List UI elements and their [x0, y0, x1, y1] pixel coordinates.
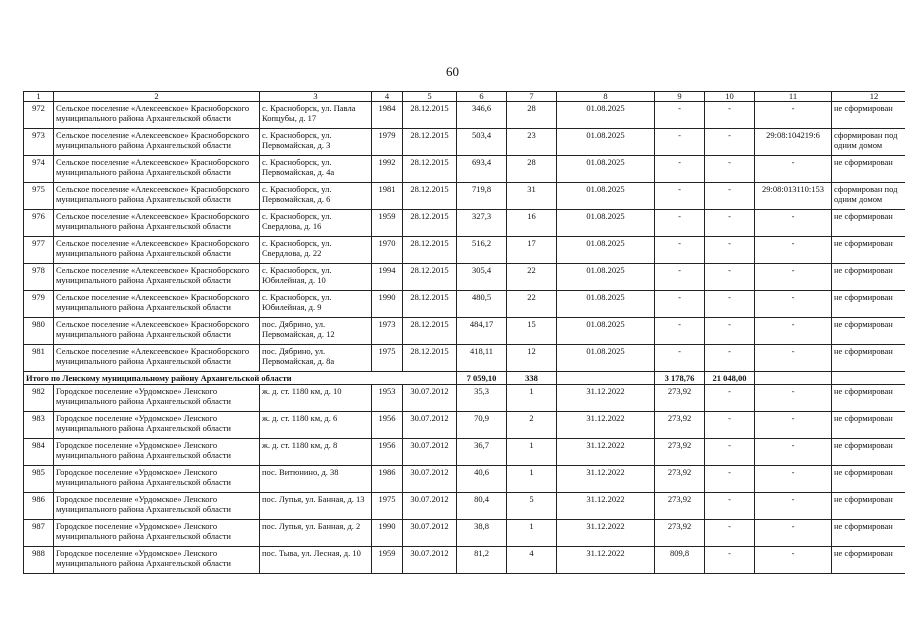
table-cell-col-12: сформирован под одним домом	[832, 129, 905, 156]
table-row	[24, 291, 905, 318]
table-cell-col-6: 40,6	[457, 466, 507, 493]
table-cell-col-5: 30.07.2012	[403, 466, 457, 493]
table-cell-col-6: 719,8	[457, 183, 507, 210]
table-cell-col-10: -	[705, 183, 755, 210]
table-cell-col-7: 22	[507, 291, 557, 318]
table-cell-col-6: 503,4	[457, 129, 507, 156]
table-row	[24, 547, 905, 574]
table-row	[24, 210, 905, 237]
table-cell-col-1: 974	[24, 156, 54, 183]
table-cell-col-3: с. Красноборск, ул. Павла Копцубы, д. 17	[260, 102, 372, 129]
table-cell-col-9: -	[655, 156, 705, 183]
table-row	[24, 237, 905, 264]
table-cell-col-4: 1990	[372, 520, 403, 547]
table-cell-col-11: -	[755, 439, 832, 466]
table-cell-col-7: 23	[507, 129, 557, 156]
table-cell-col-1: 986	[24, 493, 54, 520]
table-cell-col-2: Городское поселение «Урдомское» Ленского муниципального района Архангельской области	[54, 466, 260, 493]
table-cell-col-3: ж. д. ст. 1180 км, д. 10	[260, 385, 372, 412]
table-cell-col-5: 28.12.2015	[403, 102, 457, 129]
table-cell-col-1: 982	[24, 385, 54, 412]
table-cell-col-10: -	[705, 466, 755, 493]
table-cell-col-3: с. Красноборск, ул. Первомайская, д. 3	[260, 129, 372, 156]
table-cell-col-12: не сформирован	[832, 385, 905, 412]
table-cell-col-2: Сельское поселение «Алексеевское» Красноборского муниципального района Архангельской области	[54, 102, 260, 129]
table-row	[24, 102, 905, 129]
table-cell-col-6: 70,9	[457, 412, 507, 439]
column-number-11: 11	[755, 92, 832, 102]
table-cell-col-2: Сельское поселение «Алексеевское» Красноборского муниципального района Архангельской области	[54, 237, 260, 264]
table-cell-col-1: 976	[24, 210, 54, 237]
table-cell-col-6: 693,4	[457, 156, 507, 183]
column-number-9: 9	[655, 92, 705, 102]
table-cell-col-4: 1994	[372, 264, 403, 291]
column-number-7: 7	[507, 92, 557, 102]
table-cell-col-11: 29:08:104219:6	[755, 129, 832, 156]
table-cell-col-3: пос. Дябрино, ул. Первомайская, д. 12	[260, 318, 372, 345]
subtotal-col9: 3 178,76	[655, 372, 705, 385]
table-cell-col-12: не сформирован	[832, 156, 905, 183]
table-cell-col-1: 978	[24, 264, 54, 291]
table-cell-col-12: не сформирован	[832, 547, 905, 574]
table-cell-col-12: не сформирован	[832, 520, 905, 547]
table-cell-col-8: 01.08.2025	[557, 318, 655, 345]
table-cell-col-11: -	[755, 291, 832, 318]
table-row	[24, 264, 905, 291]
table-cell-col-12: не сформирован	[832, 264, 905, 291]
table-cell-col-11: -	[755, 156, 832, 183]
table-cell-col-5: 30.07.2012	[403, 412, 457, 439]
table-cell-col-6: 484,17	[457, 318, 507, 345]
table-cell-col-6: 305,4	[457, 264, 507, 291]
table-cell-col-6: 80,4	[457, 493, 507, 520]
table-cell-col-1: 973	[24, 129, 54, 156]
table-cell-col-8: 31.12.2022	[557, 466, 655, 493]
table-cell-col-8: 31.12.2022	[557, 385, 655, 412]
table-row	[24, 493, 905, 520]
table-cell-col-5: 30.07.2012	[403, 493, 457, 520]
table-cell-col-12: сформирован под одним домом	[832, 183, 905, 210]
table-cell-col-1: 984	[24, 439, 54, 466]
table-cell-col-6: 516,2	[457, 237, 507, 264]
table-row	[24, 345, 905, 372]
table-cell-col-10: -	[705, 493, 755, 520]
table-cell-col-3: с. Красноборск, ул. Свердлова, д. 22	[260, 237, 372, 264]
column-number-3: 3	[260, 92, 372, 102]
table-cell-col-11: -	[755, 385, 832, 412]
table-cell-col-3: ж. д. ст. 1180 км, д. 6	[260, 412, 372, 439]
table-cell-col-1: 972	[24, 102, 54, 129]
table-cell-col-7: 1	[507, 439, 557, 466]
table-cell-col-7: 1	[507, 385, 557, 412]
table-cell-col-4: 1956	[372, 439, 403, 466]
table-cell-col-6: 36,7	[457, 439, 507, 466]
table-body	[24, 92, 905, 574]
table-row	[24, 183, 905, 210]
table-cell-col-8: 31.12.2022	[557, 520, 655, 547]
table-cell-col-1: 977	[24, 237, 54, 264]
table-cell-col-2: Городское поселение «Урдомское» Ленского муниципального района Архангельской области	[54, 412, 260, 439]
table-cell-col-4: 1975	[372, 493, 403, 520]
table-cell-col-5: 28.12.2015	[403, 291, 457, 318]
table-cell-col-7: 1	[507, 466, 557, 493]
table-cell-col-6: 35,3	[457, 385, 507, 412]
table-cell-col-3: ж. д. ст. 1180 км, д. 8	[260, 439, 372, 466]
table-cell-col-12: не сформирован	[832, 466, 905, 493]
table-cell-col-8: 31.12.2022	[557, 547, 655, 574]
table-cell-col-7: 5	[507, 493, 557, 520]
table-cell-col-10: -	[705, 385, 755, 412]
table-cell-col-9: -	[655, 291, 705, 318]
table-cell-col-2: Сельское поселение «Алексеевское» Красноборского муниципального района Архангельской области	[54, 210, 260, 237]
table-cell-col-6: 480,5	[457, 291, 507, 318]
table-cell-col-2: Сельское поселение «Алексеевское» Красноборского муниципального района Архангельской области	[54, 264, 260, 291]
table-cell-col-9: -	[655, 210, 705, 237]
table-cell-col-4: 1979	[372, 129, 403, 156]
subtotal-empty-cell	[755, 372, 832, 385]
table-cell-col-5: 30.07.2012	[403, 547, 457, 574]
table-cell-col-4: 1990	[372, 291, 403, 318]
table-cell-col-4: 1992	[372, 156, 403, 183]
table-cell-col-3: с. Красноборск, ул. Юбилейная, д. 10	[260, 264, 372, 291]
table-cell-col-9: -	[655, 183, 705, 210]
table-cell-col-9: -	[655, 237, 705, 264]
table-cell-col-7: 31	[507, 183, 557, 210]
table-cell-col-10: -	[705, 210, 755, 237]
table-row	[24, 129, 905, 156]
table-cell-col-9: 273,92	[655, 493, 705, 520]
table-cell-col-10: -	[705, 318, 755, 345]
table-cell-col-3: с. Красноборск, ул. Свердлова, д. 16	[260, 210, 372, 237]
table-cell-col-6: 327,3	[457, 210, 507, 237]
table-cell-col-2: Городское поселение «Урдомское» Ленского муниципального района Архангельской области	[54, 547, 260, 574]
table-cell-col-2: Городское поселение «Урдомское» Ленского муниципального района Архангельской области	[54, 520, 260, 547]
table-cell-col-11: -	[755, 412, 832, 439]
table-cell-col-10: -	[705, 412, 755, 439]
table-cell-col-9: 273,92	[655, 439, 705, 466]
table-cell-col-11: 29:08:013110:153	[755, 183, 832, 210]
table-cell-col-7: 28	[507, 102, 557, 129]
subtotal-residents: 338	[507, 372, 557, 385]
table-row	[24, 318, 905, 345]
table-cell-col-8: 01.08.2025	[557, 291, 655, 318]
table-cell-col-11: -	[755, 345, 832, 372]
table-cell-col-12: не сформирован	[832, 439, 905, 466]
table-cell-col-1: 980	[24, 318, 54, 345]
column-number-4: 4	[372, 92, 403, 102]
table-cell-col-1: 988	[24, 547, 54, 574]
table-cell-col-10: -	[705, 129, 755, 156]
page-number: 60	[446, 64, 459, 79]
table-cell-col-4: 1973	[372, 318, 403, 345]
table-cell-col-4: 1975	[372, 345, 403, 372]
table-cell-col-5: 30.07.2012	[403, 520, 457, 547]
table-cell-col-3: пос. Лупья, ул. Банная, д. 13	[260, 493, 372, 520]
table-row	[24, 156, 905, 183]
table-cell-col-11: -	[755, 466, 832, 493]
table-cell-col-8: 01.08.2025	[557, 156, 655, 183]
table-cell-col-3: с. Красноборск, ул. Первомайская, д. 4а	[260, 156, 372, 183]
column-number-5: 5	[403, 92, 457, 102]
table-cell-col-3: с. Красноборск, ул. Первомайская, д. 6	[260, 183, 372, 210]
table-cell-col-8: 01.08.2025	[557, 237, 655, 264]
table-cell-col-12: не сформирован	[832, 345, 905, 372]
table-cell-col-12: не сформирован	[832, 412, 905, 439]
table-cell-col-10: -	[705, 520, 755, 547]
table-cell-col-7: 28	[507, 156, 557, 183]
table-row	[24, 412, 905, 439]
table-cell-col-1: 975	[24, 183, 54, 210]
table-cell-col-2: Сельское поселение «Алексеевское» Красноборского муниципального района Архангельской области	[54, 318, 260, 345]
table-cell-col-2: Сельское поселение «Алексеевское» Красноборского муниципального района Архангельской области	[54, 345, 260, 372]
table-cell-col-1: 987	[24, 520, 54, 547]
table-cell-col-3: пос. Дябрино, ул. Первомайская, д. 8а	[260, 345, 372, 372]
subtotal-area: 7 059,10	[457, 372, 507, 385]
column-number-12: 12	[832, 92, 905, 102]
table-row	[24, 385, 905, 412]
table-cell-col-9: -	[655, 129, 705, 156]
subtotal-label: Итого по Ленскому муниципальному району Архангельской области	[24, 372, 457, 385]
table-cell-col-10: -	[705, 237, 755, 264]
table-cell-col-7: 1	[507, 520, 557, 547]
column-number-6: 6	[457, 92, 507, 102]
table-cell-col-2: Сельское поселение «Алексеевское» Красноборского муниципального района Архангельской области	[54, 129, 260, 156]
table-cell-col-2: Городское поселение «Урдомское» Ленского муниципального района Архангельской области	[54, 385, 260, 412]
table-row	[24, 439, 905, 466]
table-cell-col-11: -	[755, 237, 832, 264]
table-row	[24, 466, 905, 493]
table-cell-col-11: -	[755, 547, 832, 574]
table-cell-col-8: 31.12.2022	[557, 412, 655, 439]
column-number-8: 8	[557, 92, 655, 102]
table-cell-col-2: Городское поселение «Урдомское» Ленского муниципального района Архангельской области	[54, 493, 260, 520]
table-cell-col-7: 17	[507, 237, 557, 264]
table-cell-col-5: 28.12.2015	[403, 345, 457, 372]
table-cell-col-10: -	[705, 264, 755, 291]
table-cell-col-4: 1959	[372, 210, 403, 237]
table-cell-col-9: -	[655, 102, 705, 129]
table-cell-col-8: 31.12.2022	[557, 439, 655, 466]
table-cell-col-7: 16	[507, 210, 557, 237]
table-cell-col-10: -	[705, 156, 755, 183]
table-cell-col-3: пос. Витюнино, д. 38	[260, 466, 372, 493]
table-cell-col-5: 28.12.2015	[403, 183, 457, 210]
subtotal-empty-cell	[557, 372, 655, 385]
table-cell-col-12: не сформирован	[832, 102, 905, 129]
registry-table	[23, 91, 905, 574]
table-cell-col-5: 28.12.2015	[403, 156, 457, 183]
table-cell-col-9: 273,92	[655, 412, 705, 439]
table-cell-col-6: 346,6	[457, 102, 507, 129]
table-cell-col-7: 12	[507, 345, 557, 372]
table-cell-col-4: 1984	[372, 102, 403, 129]
table-cell-col-3: пос. Тыва, ул. Лесная, д. 10	[260, 547, 372, 574]
table-cell-col-3: с. Красноборск, ул. Юбилейная, д. 9	[260, 291, 372, 318]
table-cell-col-5: 28.12.2015	[403, 264, 457, 291]
table-cell-col-8: 01.08.2025	[557, 102, 655, 129]
table-cell-col-10: -	[705, 102, 755, 129]
table-cell-col-9: -	[655, 264, 705, 291]
table-row	[24, 520, 905, 547]
table-cell-col-7: 4	[507, 547, 557, 574]
table-cell-col-7: 2	[507, 412, 557, 439]
table-cell-col-12: не сформирован	[832, 291, 905, 318]
table-cell-col-12: не сформирован	[832, 237, 905, 264]
table-cell-col-1: 983	[24, 412, 54, 439]
table-cell-col-10: -	[705, 439, 755, 466]
subtotal-col10: 21 048,00	[705, 372, 755, 385]
table-cell-col-11: -	[755, 318, 832, 345]
table-cell-col-9: -	[655, 345, 705, 372]
table-cell-col-7: 22	[507, 264, 557, 291]
table-cell-col-5: 28.12.2015	[403, 129, 457, 156]
table-cell-col-4: 1981	[372, 183, 403, 210]
table-cell-col-8: 01.08.2025	[557, 264, 655, 291]
table-cell-col-9: 273,92	[655, 520, 705, 547]
table-cell-col-10: -	[705, 291, 755, 318]
table-cell-col-3: пос. Лупья, ул. Банная, д. 2	[260, 520, 372, 547]
table-cell-col-8: 01.08.2025	[557, 210, 655, 237]
subtotal-row	[24, 372, 905, 385]
table-cell-col-10: -	[705, 547, 755, 574]
table-cell-col-4: 1959	[372, 547, 403, 574]
table-cell-col-8: 01.08.2025	[557, 345, 655, 372]
table-cell-col-4: 1986	[372, 466, 403, 493]
table-cell-col-2: Городское поселение «Урдомское» Ленского муниципального района Архангельской области	[54, 439, 260, 466]
table-cell-col-12: не сформирован	[832, 318, 905, 345]
table-cell-col-10: -	[705, 345, 755, 372]
table-cell-col-1: 985	[24, 466, 54, 493]
table-cell-col-5: 30.07.2012	[403, 439, 457, 466]
column-number-row	[24, 92, 905, 102]
table-cell-col-9: 273,92	[655, 385, 705, 412]
table-cell-col-8: 01.08.2025	[557, 183, 655, 210]
table-cell-col-7: 15	[507, 318, 557, 345]
table-cell-col-11: -	[755, 102, 832, 129]
table-cell-col-5: 30.07.2012	[403, 385, 457, 412]
table-cell-col-1: 979	[24, 291, 54, 318]
table-cell-col-2: Сельское поселение «Алексеевское» Красноборского муниципального района Архангельской области	[54, 291, 260, 318]
table-cell-col-6: 81,2	[457, 547, 507, 574]
table-cell-col-6: 418,11	[457, 345, 507, 372]
table-cell-col-4: 1970	[372, 237, 403, 264]
table-cell-col-4: 1956	[372, 412, 403, 439]
table-cell-col-5: 28.12.2015	[403, 210, 457, 237]
table-cell-col-9: 809,8	[655, 547, 705, 574]
table-cell-col-9: 273,92	[655, 466, 705, 493]
table-cell-col-12: не сформирован	[832, 493, 905, 520]
table-cell-col-11: -	[755, 264, 832, 291]
table-cell-col-2: Сельское поселение «Алексеевское» Красноборского муниципального района Архангельской области	[54, 183, 260, 210]
table-cell-col-6: 38,8	[457, 520, 507, 547]
table-cell-col-9: -	[655, 318, 705, 345]
table-cell-col-5: 28.12.2015	[403, 237, 457, 264]
column-number-1: 1	[24, 92, 54, 102]
table-cell-col-1: 981	[24, 345, 54, 372]
table-cell-col-11: -	[755, 493, 832, 520]
table-cell-col-2: Сельское поселение «Алексеевское» Красноборского муниципального района Архангельской области	[54, 156, 260, 183]
table-cell-col-8: 31.12.2022	[557, 493, 655, 520]
table-cell-col-5: 28.12.2015	[403, 318, 457, 345]
table-cell-col-8: 01.08.2025	[557, 129, 655, 156]
column-number-10: 10	[705, 92, 755, 102]
table-cell-col-12: не сформирован	[832, 210, 905, 237]
subtotal-empty-cell	[832, 372, 905, 385]
table-cell-col-4: 1953	[372, 385, 403, 412]
table-cell-col-11: -	[755, 520, 832, 547]
table-cell-col-11: -	[755, 210, 832, 237]
column-number-2: 2	[54, 92, 260, 102]
